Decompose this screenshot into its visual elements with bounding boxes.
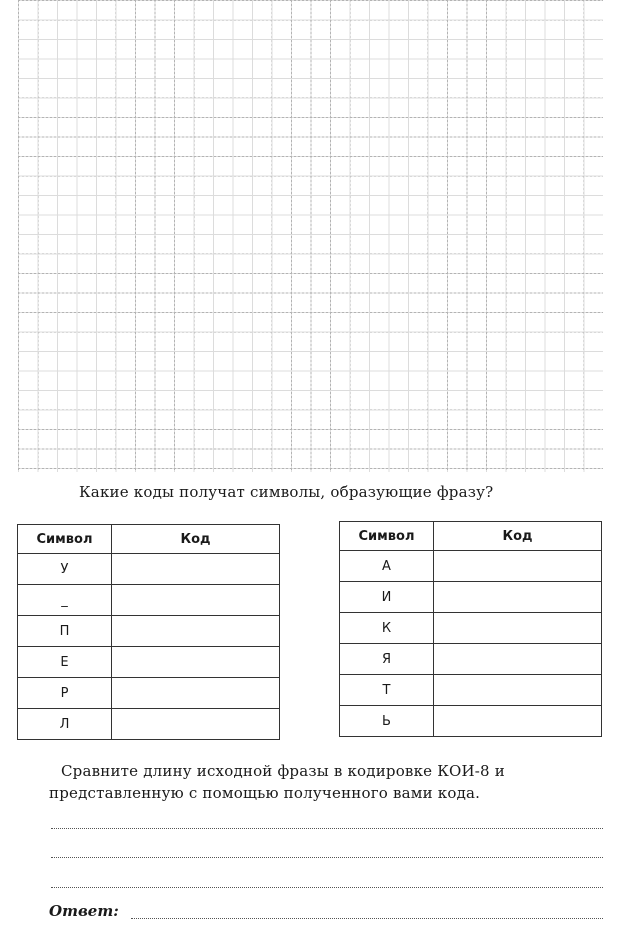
answer-label: Ответ: (49, 902, 119, 920)
table-row (18, 554, 280, 585)
symbol-cell: И (340, 582, 434, 613)
code-cell[interactable] (434, 644, 602, 675)
header-code: Код (434, 522, 602, 551)
table-row (18, 709, 280, 740)
code-cell[interactable] (434, 613, 602, 644)
table-row (340, 644, 602, 675)
answer-line-3[interactable] (51, 887, 603, 888)
symbol-cell: А (340, 551, 434, 582)
header-symbol: Символ (340, 522, 434, 551)
symbol-cell: Л (18, 709, 112, 740)
symbol-cell: Е (18, 647, 112, 678)
symbol-cell: П (18, 616, 112, 647)
symbol-cell: Р (18, 678, 112, 709)
graph-paper-grid[interactable] (18, 0, 603, 472)
code-cell[interactable] (434, 551, 602, 582)
table-row (18, 678, 280, 709)
symbol-cell: Т (340, 675, 434, 706)
answer-line-2[interactable] (51, 857, 603, 858)
code-cell[interactable] (112, 616, 280, 647)
table-row (340, 706, 602, 737)
symbol-cell: _ (18, 585, 112, 616)
symbol-cell: У (18, 554, 112, 585)
answer-line-1[interactable] (51, 828, 603, 829)
table-row (340, 613, 602, 644)
table-row (18, 647, 280, 678)
code-cell[interactable] (112, 678, 280, 709)
symbol-cell: Ь (340, 706, 434, 737)
symbol-cell: К (340, 613, 434, 644)
header-symbol: Символ (18, 525, 112, 554)
code-table-right (339, 521, 602, 737)
answer-line-final[interactable] (131, 918, 603, 919)
table-row (18, 616, 280, 647)
code-cell[interactable] (434, 706, 602, 737)
code-cell[interactable] (112, 585, 280, 616)
code-cell[interactable] (112, 647, 280, 678)
table-row (340, 582, 602, 613)
code-cell[interactable] (434, 582, 602, 613)
table-row (340, 675, 602, 706)
code-cell[interactable] (112, 709, 280, 740)
code-table-left (17, 524, 280, 740)
table-row (18, 585, 280, 616)
symbol-cell: Я (340, 644, 434, 675)
compare-instruction: Сравните длину исходной фразы в кодировке КОИ-8 и представленную с помощью полученного вами кода. (49, 762, 505, 802)
code-cell[interactable] (112, 554, 280, 585)
code-cell[interactable] (434, 675, 602, 706)
table-row (340, 551, 602, 582)
question-text: Какие коды получат символы, образующие фразу? (79, 483, 494, 501)
header-code: Код (112, 525, 280, 554)
